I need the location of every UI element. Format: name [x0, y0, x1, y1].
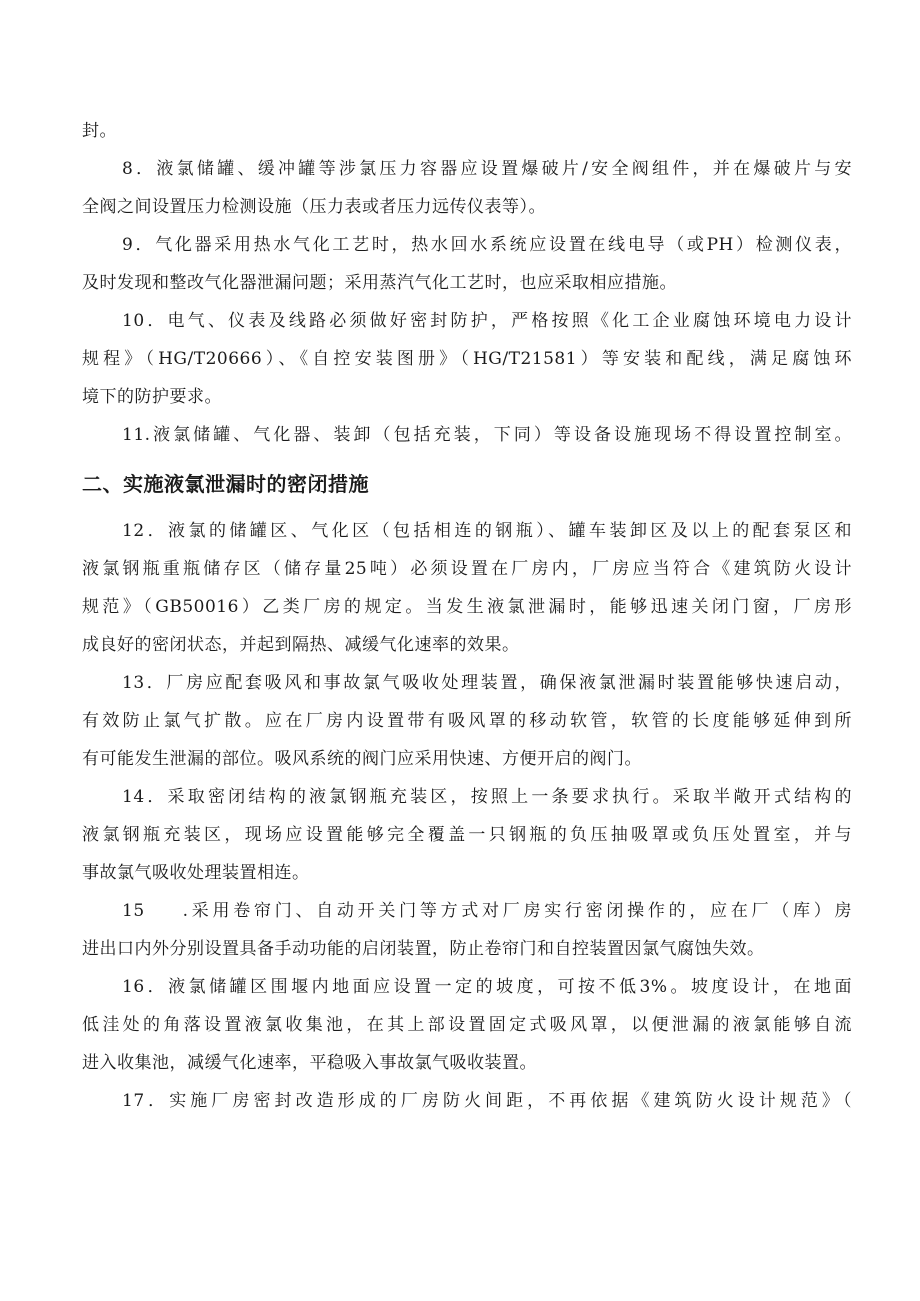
item-8-line-1: 8．液氯储罐、缓冲罐等涉氯压力容器应设置爆破片/安全阀组件，并在爆破片与安 [122, 159, 852, 179]
section-heading: 二、实施液氯泄漏时的密闭措施 [82, 472, 369, 496]
item-11 [82, 416, 852, 454]
item-10-line-1: 10．电气、仪表及线路必须做好密封防护，严格按照《化工企业腐蚀环境电力设计 [122, 311, 852, 331]
item-13-line-3: 有可能发生泄漏的部位。吸风系统的阀门应采用快速、方便开启的阀门。 [82, 749, 642, 769]
item-9-line-2: 及时发现和整改气化器泄漏问题；采用蒸汽气化工艺时，也应采取相应措施。 [82, 273, 677, 293]
item-15-line-1 [82, 892, 852, 930]
item-13 [82, 664, 852, 778]
item-15 [82, 892, 852, 968]
item-8 [82, 150, 852, 226]
item-12-line-1: 12．液氯的储罐区、气化区（包括相连的钢瓶）、罐车装卸区及以上的配套泵区和 [122, 521, 852, 541]
item-9 [82, 226, 852, 302]
document-page [82, 112, 852, 1120]
item-12-line-3: 规范》（GB50016）乙类厂房的规定。当发生液氯泄漏时，能够迅速关闭门窗，厂房形 [82, 597, 852, 617]
item-14 [82, 778, 852, 892]
item-16-line-3: 进入收集池，减缓气化速率，平稳吸入事故氯气吸收装置。 [82, 1053, 537, 1073]
item-15-first-line-rest: .采用卷帘门、自动开关门等方式对厂房实行密闭操作的，应在厂（库）房 [182, 901, 852, 921]
item-14-line-1: 14．采取密闭结构的液氯钢瓶充装区，按照上一条要求执行。采取半敞开式结构的 [122, 787, 852, 807]
item-14-line-3: 事故氯气吸收处理装置相连。 [82, 863, 310, 883]
item-12-line-4: 成良好的密闭状态，并起到隔热、减缓气化速率的效果。 [82, 635, 520, 655]
item-12 [82, 512, 852, 664]
item-16-line-2: 低洼处的角落设置液氯收集池，在其上部设置固定式吸风罩，以便泄漏的液氯能够自流 [82, 1015, 852, 1035]
item-9-line-1: 9．气化器采用热水气化工艺时，热水回水系统应设置在线电导（或PH）检测仪表， [122, 235, 852, 255]
item-8-line-2: 全阀之间设置压力检测设施（压力表或者压力远传仪表等）。 [82, 197, 546, 217]
continuation-text: 封。 [82, 121, 117, 141]
item-11-line-1: 11.液氯储罐、气化器、装卸（包括充装，下同）等设备设施现场不得设置控制室。 [122, 425, 852, 445]
item-12-line-2: 液氯钢瓶重瓶储存区（储存量25吨）必须设置在厂房内，厂房应当符合《建筑防火设计 [82, 559, 852, 579]
item-10-line-3: 境下的防护要求。 [82, 387, 222, 407]
item-17 [82, 1082, 852, 1120]
item-17-line-1: 17．实施厂房密封改造形成的厂房防火间距，不再依据《建筑防火设计规范》（ [122, 1091, 852, 1111]
item-10 [82, 302, 852, 416]
item-14-line-2: 液氯钢瓶充装区，现场应设置能够完全覆盖一只钢瓶的负压抽吸罩或负压处置室，并与 [82, 825, 852, 845]
item-10-line-2: 规程》（HG/T20666）、《自控安装图册》（HG/T21581）等安装和配线，满足腐蚀环 [82, 349, 852, 369]
item-16 [82, 968, 852, 1082]
item-13-line-2: 有效防止氯气扩散。应在厂房内设置带有吸风罩的移动软管，软管的长度能够延伸到所 [82, 711, 852, 731]
item-15-line-2: 进出口内外分别设置具备手动功能的启闭装置，防止卷帘门和自控装置因氯气腐蚀失效。 [82, 939, 765, 959]
item-15-number: 15 [122, 901, 145, 921]
item-16-line-1: 16．液氯储罐区围堰内地面应设置一定的坡度，可按不低3%。坡度设计，在地面 [122, 977, 852, 997]
item-13-line-1: 13．厂房应配套吸风和事故氯气吸收处理装置，确保液氯泄漏时装置能够快速启动， [122, 673, 852, 693]
